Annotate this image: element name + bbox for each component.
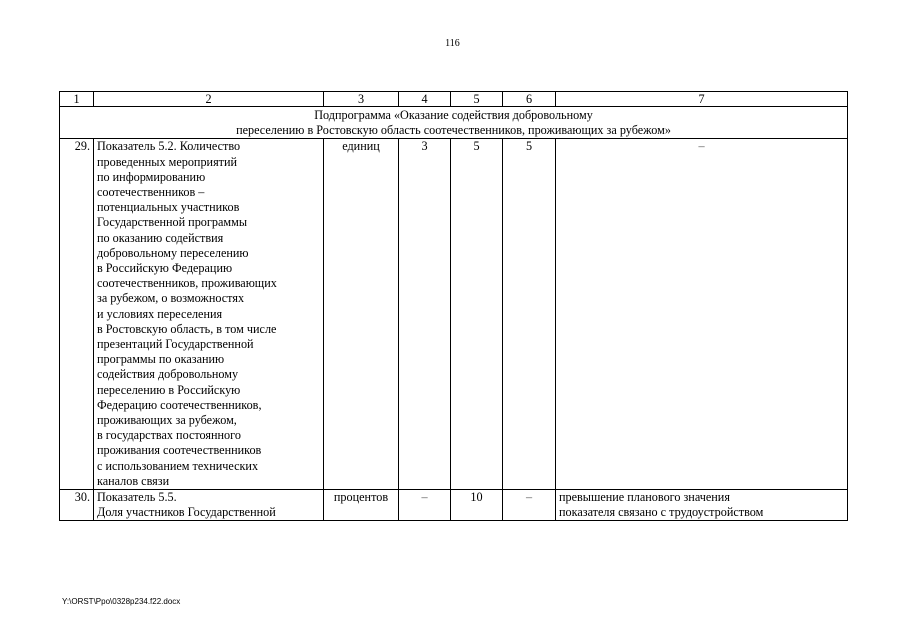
column-number: 7 (556, 92, 848, 107)
value-cell: 3 (399, 139, 451, 490)
value-cell: – (503, 490, 556, 521)
indicator-cell (94, 139, 324, 490)
indicator-line: по оказанию содействия (97, 230, 224, 245)
indicator-line: добровольному переселению (97, 245, 249, 260)
indicator-line: Показатель 5.2. Количество (97, 139, 241, 154)
column-number: 2 (94, 92, 324, 107)
indicator-line: за рубежом, о возможностях (97, 291, 245, 306)
indicator-line: проведенных мероприятий (97, 154, 238, 169)
table-row (60, 139, 848, 490)
indicator-line: переселению в Российскую (97, 382, 241, 397)
unit-cell: единиц (324, 139, 399, 490)
indicator-line: Государственной программы (97, 215, 248, 230)
column-number: 1 (60, 92, 94, 107)
row-number: 30. (60, 490, 94, 521)
section-heading-row (60, 107, 848, 139)
indicator-line: проживания соотечественников (97, 443, 262, 458)
page-number: 116 (445, 38, 460, 49)
indicator-line: с использованием технических (97, 458, 259, 473)
indicator-line: в Ростовскую область, в том числе (97, 321, 277, 336)
indicator-line: проживающих за рубежом, (97, 413, 237, 428)
indicator-line: содействия добровольному (97, 367, 239, 382)
indicator-line: в Российскую Федерацию (97, 261, 233, 276)
unit-cell: процентов (324, 490, 399, 521)
indicator-line: каналов связи (97, 473, 170, 488)
indicator-line: в государствах постоянного (97, 428, 241, 443)
column-number: 6 (503, 92, 556, 107)
row-number: 29. (60, 139, 94, 490)
value-cell: 10 (451, 490, 503, 521)
indicator-line: Показатель 5.5. (97, 490, 177, 505)
value-cell: 5 (503, 139, 556, 490)
value-cell: 5 (451, 139, 503, 490)
value-cell: – (399, 490, 451, 521)
column-number: 5 (451, 92, 503, 107)
section-heading (60, 107, 848, 139)
indicator-line: соотечественников – (97, 185, 205, 200)
note-line: – (698, 139, 705, 154)
note-cell (556, 490, 848, 521)
column-number: 3 (324, 92, 399, 107)
indicator-line: соотечественников, проживающих (97, 276, 277, 291)
table-row (60, 490, 848, 521)
indicators-table (59, 91, 848, 521)
section-heading-line: Подпрограмма «Оказание содействия добровольному (314, 108, 593, 122)
note-cell (556, 139, 848, 490)
file-path-footer: Y:\ORST\Ppo\0328p234.f22.docx (62, 597, 181, 606)
indicator-line: Доля участников Государственной (97, 505, 276, 520)
column-number: 4 (399, 92, 451, 107)
indicator-cell (94, 490, 324, 521)
indicator-line: и условиях переселения (97, 306, 223, 321)
note-line: показателя связано с трудоустройством (559, 505, 764, 520)
indicator-line: по информированию (97, 169, 206, 184)
indicator-line: потенциальных участников (97, 200, 240, 215)
indicator-line: презентаций Государственной (97, 337, 254, 352)
section-heading-line: переселению в Ростовскую область соотечественников, проживающих за рубежом» (236, 123, 671, 138)
indicator-line: Федерацию соотечественников, (97, 397, 262, 412)
indicator-line: программы по оказанию (97, 352, 225, 367)
note-line: превышение планового значения (559, 490, 730, 505)
column-number-row (60, 92, 848, 107)
